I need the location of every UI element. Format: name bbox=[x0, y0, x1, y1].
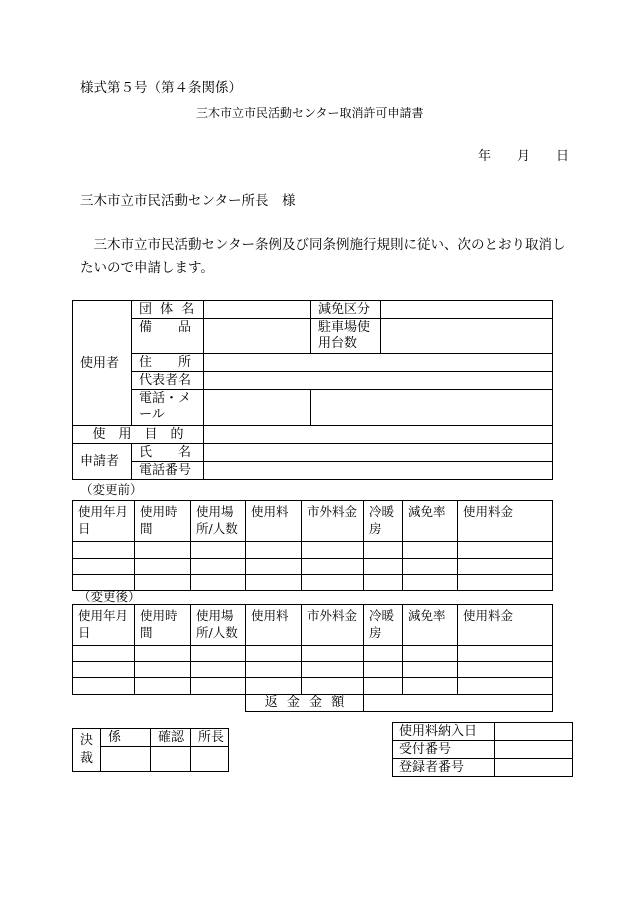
header-row bbox=[73, 501, 553, 542]
table-cell bbox=[302, 646, 364, 662]
exemption-rate-header: 減免率 bbox=[403, 501, 458, 542]
table-cell bbox=[458, 678, 553, 695]
table-cell bbox=[135, 542, 191, 559]
address-label: 住 所 bbox=[132, 354, 204, 372]
registrant-number-field bbox=[495, 759, 573, 777]
reception-number-field bbox=[495, 741, 573, 759]
usage-time-header: 使用時間 bbox=[135, 501, 191, 542]
air-conditioning-header: 冷暖房 bbox=[364, 501, 403, 542]
purpose-label: 使 用 目 的 bbox=[73, 426, 204, 444]
table-cell bbox=[403, 559, 458, 575]
confirmation-column-label: 確認 bbox=[151, 729, 191, 747]
table-cell bbox=[246, 542, 302, 559]
table-cell bbox=[403, 646, 458, 662]
table-cell bbox=[73, 559, 135, 575]
applicant-info-table bbox=[72, 300, 553, 480]
table-cell bbox=[302, 575, 364, 591]
table-cell bbox=[191, 678, 246, 695]
body-text-line: 三木市立市民活動センター条例及び同条例施行規則に従い、次のとおり取消し bbox=[80, 237, 566, 253]
table-cell bbox=[246, 575, 302, 591]
applicant-phone-label: 電話番号 bbox=[132, 462, 204, 480]
table-cell bbox=[135, 662, 191, 678]
parking-count-label: 駐車場使用台数 bbox=[311, 319, 381, 354]
table-cell bbox=[73, 542, 135, 559]
refund-row bbox=[73, 695, 553, 712]
applicant-name-field bbox=[204, 444, 553, 462]
table-cell bbox=[191, 575, 246, 591]
office-use-table bbox=[392, 722, 573, 777]
table-cell bbox=[191, 646, 246, 662]
table-row bbox=[73, 662, 553, 678]
table-cell bbox=[403, 678, 458, 695]
approval-table bbox=[72, 728, 229, 772]
address-field bbox=[204, 354, 553, 372]
table-cell bbox=[403, 662, 458, 678]
representative-label: 代表者名 bbox=[132, 372, 204, 390]
table-cell bbox=[73, 662, 135, 678]
table-cell bbox=[246, 559, 302, 575]
table-cell bbox=[246, 678, 302, 695]
table-cell bbox=[73, 646, 135, 662]
table-cell bbox=[403, 575, 458, 591]
exemption-category-field bbox=[381, 301, 553, 319]
phone-field bbox=[204, 390, 311, 426]
table-row bbox=[73, 542, 553, 559]
table-cell bbox=[364, 662, 403, 678]
table-cell bbox=[246, 662, 302, 678]
before-change-label: （変更前） bbox=[80, 482, 143, 497]
director-column-label: 所長 bbox=[191, 729, 229, 747]
table-cell bbox=[458, 542, 553, 559]
reception-number-label: 受付番号 bbox=[393, 741, 495, 759]
usage-place-header: 使用場所/人数 bbox=[191, 501, 246, 542]
exemption-rate-header: 減免率 bbox=[403, 605, 458, 646]
decision-label: 決裁 bbox=[73, 729, 101, 772]
table-cell bbox=[458, 559, 553, 575]
table-cell bbox=[364, 575, 403, 591]
addressee: 三木市立市民活動センター所長 様 bbox=[80, 193, 296, 209]
table-cell bbox=[191, 542, 246, 559]
exemption-category-label: 減免区分 bbox=[311, 301, 381, 319]
refund-amount-field bbox=[364, 695, 553, 712]
email-field bbox=[311, 390, 553, 426]
outside-fee-header: 市外料金 bbox=[302, 501, 364, 542]
registrant-number-label: 登録者番号 bbox=[393, 759, 495, 777]
staff-seal-field bbox=[101, 747, 151, 772]
body-text-line: たいので申請します。 bbox=[80, 260, 214, 276]
table-cell bbox=[302, 542, 364, 559]
table-cell bbox=[135, 646, 191, 662]
table-cell bbox=[364, 559, 403, 575]
table-cell bbox=[135, 678, 191, 695]
usage-date-header: 使用年月日 bbox=[73, 605, 135, 646]
total-fee-header: 使用料金 bbox=[458, 501, 553, 542]
refund-amount-label: 返 金 金 額 bbox=[246, 695, 364, 712]
table-cell bbox=[191, 559, 246, 575]
table-row bbox=[73, 678, 553, 695]
table-row bbox=[73, 575, 553, 591]
table-cell bbox=[364, 678, 403, 695]
total-fee-header: 使用料金 bbox=[458, 605, 553, 646]
table-cell bbox=[458, 646, 553, 662]
form-title: 三木市立市民活動センター取消許可申請書 bbox=[196, 106, 424, 120]
spacer bbox=[73, 695, 246, 712]
phone-email-label: 電話・メール bbox=[132, 390, 204, 426]
table-cell bbox=[364, 542, 403, 559]
staff-column-label: 係 bbox=[101, 729, 151, 747]
equipment-field bbox=[204, 319, 311, 354]
organization-name-field bbox=[204, 301, 311, 319]
usage-place-header: 使用場所/人数 bbox=[191, 605, 246, 646]
form-number: 様式第５号（第４条関係） bbox=[80, 80, 242, 96]
user-group-label: 使用者 bbox=[73, 301, 132, 426]
table-row bbox=[73, 646, 553, 662]
usage-fee-header: 使用料 bbox=[246, 501, 302, 542]
table-cell bbox=[403, 542, 458, 559]
outside-fee-header: 市外料金 bbox=[302, 605, 364, 646]
confirmation-seal-field bbox=[151, 747, 191, 772]
usage-date-header: 使用年月日 bbox=[73, 501, 135, 542]
air-conditioning-header: 冷暖房 bbox=[364, 605, 403, 646]
table-row bbox=[73, 559, 553, 575]
purpose-field bbox=[204, 426, 553, 444]
table-cell bbox=[191, 662, 246, 678]
table-cell bbox=[458, 575, 553, 591]
before-change-table bbox=[72, 500, 553, 591]
table-cell bbox=[364, 646, 403, 662]
after-change-label: （変更後） bbox=[78, 589, 141, 604]
table-cell bbox=[302, 662, 364, 678]
applicant-group-label: 申請者 bbox=[73, 444, 132, 480]
applicant-name-label: 氏 名 bbox=[132, 444, 204, 462]
table-cell bbox=[246, 646, 302, 662]
equipment-label: 備 品 bbox=[132, 319, 204, 354]
usage-fee-header: 使用料 bbox=[246, 605, 302, 646]
header-row bbox=[73, 605, 553, 646]
table-cell bbox=[458, 662, 553, 678]
table-cell bbox=[135, 559, 191, 575]
organization-name-label: 団 体 名 bbox=[132, 301, 204, 319]
date-line: 年 月 日 bbox=[478, 149, 570, 164]
parking-count-field bbox=[381, 319, 553, 354]
table-cell bbox=[302, 678, 364, 695]
after-change-table bbox=[72, 604, 553, 712]
table-cell bbox=[135, 575, 191, 591]
director-seal-field bbox=[191, 747, 229, 772]
table-cell bbox=[302, 559, 364, 575]
fee-payment-date-label: 使用料納入日 bbox=[393, 723, 495, 741]
applicant-phone-field bbox=[204, 462, 553, 480]
table-cell bbox=[73, 678, 135, 695]
usage-time-header: 使用時間 bbox=[135, 605, 191, 646]
fee-payment-date-field bbox=[495, 723, 573, 741]
representative-field bbox=[204, 372, 553, 390]
